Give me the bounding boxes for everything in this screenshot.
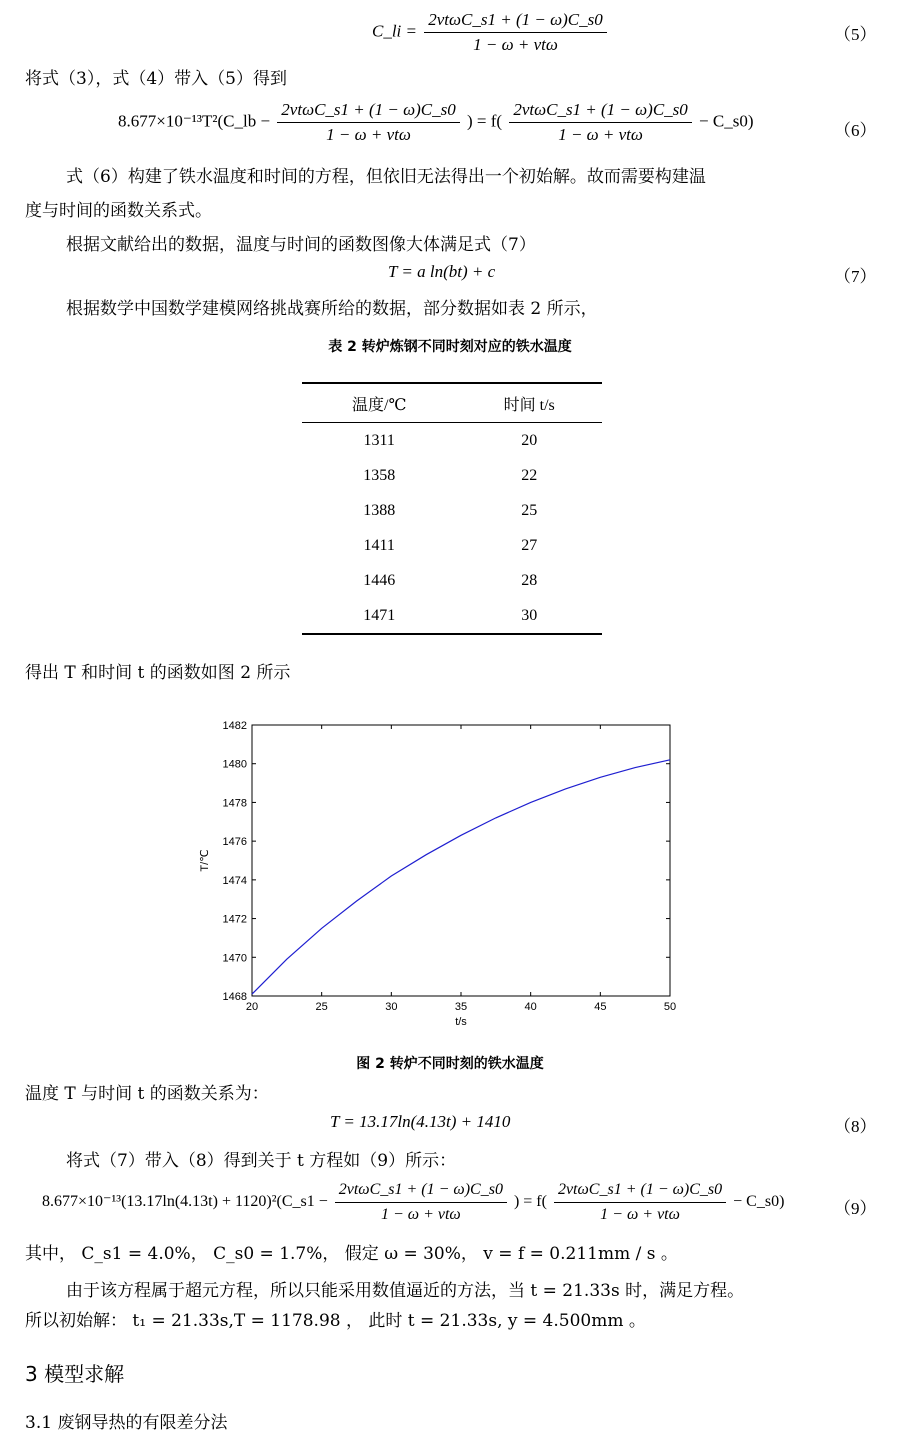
eq9-middle: ) = f( bbox=[513, 1193, 547, 1211]
equation-number-9: （9） bbox=[834, 1199, 877, 1218]
section-heading-3-1: 3.1 废钢导热的有限差分法 bbox=[25, 1413, 228, 1433]
eq6-fraction-1 bbox=[277, 100, 459, 145]
y-tick-label: 1468 bbox=[222, 991, 247, 1003]
eq6-fraction-2 bbox=[509, 100, 691, 145]
table-caption: 表 2 转炉炼钢不同时刻对应的铁水温度 bbox=[328, 339, 572, 355]
y-tick-label: 1480 bbox=[222, 758, 247, 771]
eq9-fraction-2 bbox=[554, 1180, 726, 1225]
paragraph-9-line-2: 所以初始解： t₁ = 21.33s,T = 1178.98 ， 此时 t = 21.33s, y = 4.500mm 。 bbox=[25, 1311, 646, 1331]
table-cell: 1388 bbox=[363, 501, 396, 519]
table-row bbox=[302, 458, 602, 493]
y-tick-label: 1476 bbox=[222, 836, 247, 849]
y-tick-label: 1474 bbox=[222, 874, 247, 887]
eq6-numerator-1: 2vtωC_s1 + (1 − ω)C_s0 bbox=[277, 100, 459, 123]
section-heading-3: 3 模型求解 bbox=[25, 1362, 125, 1386]
table-row bbox=[302, 563, 602, 598]
equation-6 bbox=[118, 100, 753, 145]
eq5-fraction bbox=[424, 10, 606, 55]
eq5-denominator: 1 − ω + vtω bbox=[473, 35, 558, 54]
eq9-denominator-1: 1 − ω + vtω bbox=[380, 1206, 461, 1223]
eq9-numerator-2: 2vtωC_s1 + (1 − ω)C_s0 bbox=[554, 1180, 726, 1203]
paragraph-2-line-1: 式（6）构建了铁水温度和时间的方程，但依旧无法得出一个初始解。故而需要构建温 bbox=[66, 167, 706, 187]
table-cell: 1446 bbox=[363, 571, 396, 589]
eq9-tail: − C_s0) bbox=[733, 1193, 785, 1211]
y-axis-label: T/℃ bbox=[199, 849, 211, 872]
x-tick-label: 45 bbox=[594, 1001, 607, 1013]
equation-number-6: （6） bbox=[834, 121, 877, 140]
equation-number-8: （8） bbox=[834, 1117, 877, 1136]
table-header-temperature: 温度/℃ bbox=[302, 384, 456, 423]
y-tick-label: 1470 bbox=[222, 952, 247, 965]
temperature-time-chart bbox=[190, 705, 710, 1035]
equation-number-5: （5） bbox=[834, 25, 877, 44]
table-row bbox=[302, 528, 602, 563]
eq9-numerator-1: 2vtωC_s1 + (1 − ω)C_s0 bbox=[335, 1180, 507, 1203]
y-tick-label: 1482 bbox=[222, 720, 247, 732]
table-header-row bbox=[302, 384, 602, 423]
paragraph-2-line-2: 度与时间的函数关系式。 bbox=[25, 201, 212, 221]
table-header-time: 时间 t/s bbox=[456, 384, 602, 423]
eq9-denominator-2: 1 − ω + vtω bbox=[600, 1206, 680, 1223]
x-tick-label: 50 bbox=[663, 1001, 677, 1013]
table-cell: 1471 bbox=[363, 606, 396, 624]
paragraph-7: 将式（7）带入（8）得到关于 t 方程如（9）所示： bbox=[66, 1151, 457, 1171]
table-cell: 1311 bbox=[363, 431, 395, 449]
eq6-denominator-1: 1 − ω + vtω bbox=[326, 125, 411, 144]
paragraph-6: 温度 T 与时间 t 的函数关系为： bbox=[25, 1084, 269, 1104]
equation-8: T = 13.17ln(4.13t) + 1410 bbox=[330, 1112, 511, 1131]
y-tick-label: 1472 bbox=[222, 913, 247, 926]
paragraph-9-line-1: 由于该方程属于超元方程，所以只能采用数值逼近的方法，当 t = 21.33s 时，满足方程。 bbox=[66, 1281, 745, 1301]
table-cell: 1358 bbox=[363, 466, 396, 484]
equation-5 bbox=[372, 10, 610, 55]
table-row bbox=[302, 598, 602, 633]
eq6-middle: ) = f( bbox=[467, 111, 503, 131]
paragraph-5: 得出 T 和时间 t 的函数如图 2 所示 bbox=[25, 663, 291, 683]
eq9-coefficient: 8.677×10⁻¹³(13.17ln(4.13t) + 1120)²(C_s1 − bbox=[42, 1193, 328, 1211]
table-grid bbox=[302, 384, 602, 633]
x-tick-label: 35 bbox=[454, 1001, 468, 1013]
eq5-numerator: 2vtωC_s1 + (1 − ω)C_s0 bbox=[424, 10, 606, 33]
x-tick-label: 30 bbox=[385, 1001, 398, 1013]
x-axis-label: t/s bbox=[455, 1016, 467, 1028]
eq6-coefficient: 8.677×10⁻¹³T²(C_lb − bbox=[118, 111, 271, 131]
x-tick-label: 40 bbox=[524, 1001, 537, 1013]
table-cell: 30 bbox=[521, 606, 538, 624]
eq6-denominator-2: 1 − ω + vtω bbox=[558, 125, 643, 144]
x-tick-label: 20 bbox=[245, 1001, 259, 1013]
eq6-numerator-2: 2vtωC_s1 + (1 − ω)C_s0 bbox=[509, 100, 691, 123]
table-row bbox=[302, 493, 602, 528]
equation-9 bbox=[42, 1180, 784, 1225]
eq9-fraction-1 bbox=[335, 1180, 507, 1225]
plot-frame bbox=[252, 725, 670, 996]
y-tick-label: 1478 bbox=[222, 797, 247, 810]
equation-7: T = a ln(bt) + c bbox=[388, 262, 496, 281]
x-tick-label: 25 bbox=[315, 1001, 328, 1013]
paragraph-1: 将式（3），式（4）带入（5）得到 bbox=[25, 69, 287, 89]
table-row bbox=[302, 423, 602, 459]
paragraph-3: 根据文献给出的数据，温度与时间的函数图像大体满足式（7） bbox=[66, 235, 536, 255]
table-cell: 27 bbox=[521, 536, 538, 554]
table-cell: 1411 bbox=[363, 536, 395, 554]
paragraph-4: 根据数学中国数学建模网络挑战赛所给的数据，部分数据如表 2 所示， bbox=[66, 299, 598, 319]
paragraph-8: 其中， C_s1 = 4.0%， C_s0 = 1.7%， 假定 ω = 30%， v = f = 0.211mm / s 。 bbox=[25, 1244, 678, 1264]
table-cell: 28 bbox=[521, 571, 538, 589]
table-cell: 25 bbox=[521, 501, 538, 519]
table-cell: 20 bbox=[521, 431, 538, 449]
eq5-lhs: C_li = bbox=[372, 21, 418, 41]
table-cell: 22 bbox=[521, 466, 538, 484]
figure-caption: 图 2 转炉不同时刻的铁水温度 bbox=[356, 1056, 544, 1072]
equation-number-7: （7） bbox=[834, 267, 877, 286]
eq6-tail: − C_s0) bbox=[699, 111, 754, 131]
data-table bbox=[302, 382, 602, 635]
